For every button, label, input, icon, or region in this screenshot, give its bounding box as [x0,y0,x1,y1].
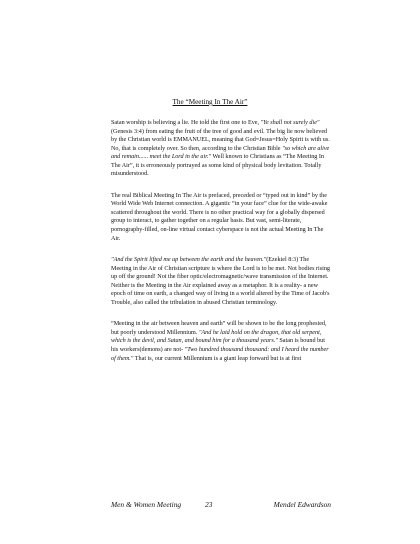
paragraph-1-text-a: Satan worship is believing a lie. He told the first one to Eve, [111,120,261,126]
paragraph-4-text-e: That is, our current Millennium is a giant leap forward but is at first [133,355,302,362]
genesis-quote: "Ye shall not surely die" [260,120,320,126]
paragraph-2: The real Biblical Meeting In The Air is prefaced, preceded or “typed out in kind” by the World Wide Web Internet connection. A gigantic “in your face” clue for the wide-awake scattered throughout the world. There is no other practical way for a globally dispersed group to interact, to gather together on a regular basis. But vast, semi-literate, pornography-filled, on-line virtual contact cyberspace is not the actual Meeting In The Air. [111,192,328,242]
paragraph-3-text-b: (Ezekiel 8:3) The Meeting in the Air of Christian scripture is where the Lord is to be met. Not bodies rising up off the ground! Not the fiber optic/electromagnetic/wave transmission of the Internet. Neither is the Meeting in the Air explained away as a metaphor. It is a reality- a new epoch of time on earth, a changed way of living in a world altered by the Time of Jacob's Trouble, also called the tribulation in abused Christian terminology. [111,257,330,306]
paragraph-1 [111,119,331,179]
revelation-dragon-quote: "And he laid hold on the dragon, that old serpent, which is the devil, and Satan, and bound him for a thousand years." [111,329,322,345]
paragraph-4-text-c: Satan is bound but his workers(demons) are not- [111,338,325,354]
revelation-number-quote: "Two hundred thousand thousand: and I heard the number of them." [111,347,329,362]
paragraph-4-text-a: “Meeting in the air between heaven and earth” will be shown to be the long prophesied, but poorly understood Millennium. [111,321,327,336]
footer-page-number: 23 [205,500,213,509]
paragraph-1-text-e: Well known to Christians as “The Meeting In The Air”, it is erroneously portrayed as some kind of physical body levitation. Totally misunderstood. [111,154,325,178]
paragraph-3 [111,256,331,307]
paragraph-1-text-c: (Genesis 3:4) from eating the fruit of the tree of good and evil. The big lie now believed by the Christian world is EMMANUEL, meaning that God=Jesus=Holy Spirit is with us. No, that is completely over. So then, according to the Christian Bible [111,128,330,152]
body-text [111,119,331,376]
paragraph-4 [111,320,331,363]
thessalonians-quote: "so which are alive and remain...... meet the Lord in the air." [111,145,330,161]
ezekiel-quote: "And the Spirit lifted me up between the earth and the heaven." [111,257,267,264]
footer-book-title: Men & Women Meeting [111,500,182,509]
footer-author: Mendel Edwardson [273,500,331,509]
page-title: The “Meeting In The Air” [172,98,248,106]
